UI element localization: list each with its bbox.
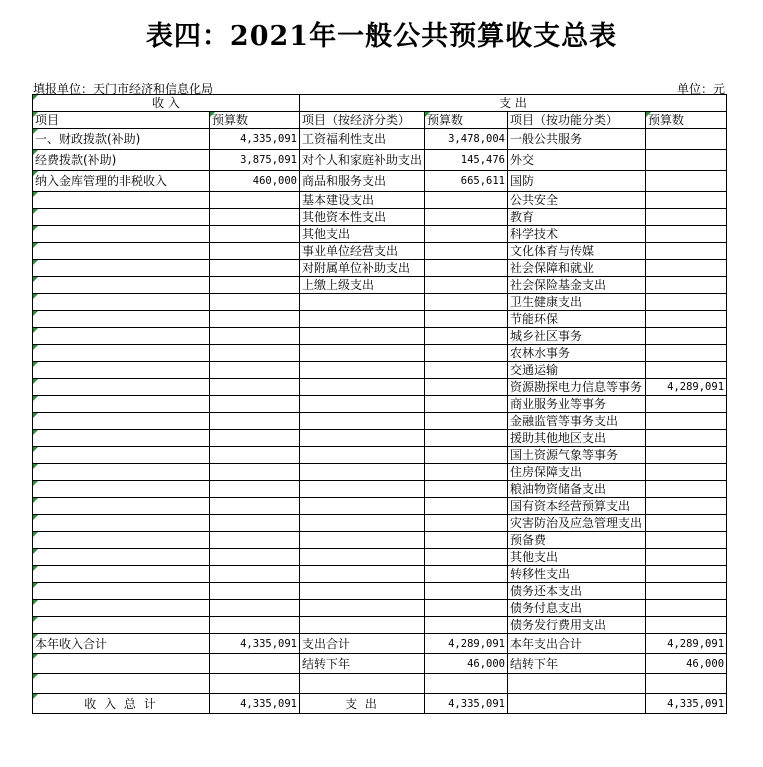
summary-func-item <box>508 694 646 714</box>
table-row <box>33 243 727 260</box>
econ-value-cell <box>425 481 508 498</box>
econ-value-cell: 665,611 <box>425 171 508 192</box>
econ-item-cell: 其他资本性支出 <box>300 209 425 226</box>
reporting-unit-prefix: 填报单位： <box>33 82 94 96</box>
func-value-cell <box>646 566 727 583</box>
summary-econ-item: 支 出 <box>300 694 425 714</box>
econ-item-cell <box>300 498 425 515</box>
income-value-cell <box>210 447 300 464</box>
income-value-cell <box>210 549 300 566</box>
econ-value-cell <box>425 532 508 549</box>
econ-value-cell <box>425 260 508 277</box>
func-value-cell <box>646 243 727 260</box>
expense-header: 支 出 <box>300 95 727 112</box>
econ-value-cell <box>425 311 508 328</box>
income-item-cell <box>33 396 210 413</box>
func-value-cell <box>646 430 727 447</box>
income-item-cell: 一、财政拨款(补助) <box>33 129 210 150</box>
table-summary <box>33 634 727 714</box>
table-row <box>33 498 727 515</box>
func-value-cell <box>646 498 727 515</box>
summary-func-value <box>646 674 727 694</box>
func-item-cell: 债务付息支出 <box>508 600 646 617</box>
econ-item-cell <box>300 617 425 634</box>
income-value-cell <box>210 617 300 634</box>
func-item-cell: 节能环保 <box>508 311 646 328</box>
summary-row <box>33 694 727 714</box>
econ-item-cell <box>300 447 425 464</box>
econ-item-cell <box>300 515 425 532</box>
income-value-cell <box>210 362 300 379</box>
econ-item-cell <box>300 396 425 413</box>
econ-value-cell: 145,476 <box>425 150 508 171</box>
table-row <box>33 328 727 345</box>
func-item-cell: 灾害防治及应急管理支出 <box>508 515 646 532</box>
income-value-cell <box>210 226 300 243</box>
table-row <box>33 277 727 294</box>
econ-value-cell <box>425 447 508 464</box>
col-func-item: 项目（按功能分类） <box>508 112 646 129</box>
func-value-cell <box>646 413 727 430</box>
econ-value-cell <box>425 243 508 260</box>
income-value-cell <box>210 192 300 209</box>
table-row <box>33 362 727 379</box>
econ-value-cell <box>425 209 508 226</box>
income-value-cell <box>210 328 300 345</box>
table-row <box>33 481 727 498</box>
income-item-cell <box>33 328 210 345</box>
econ-item-cell <box>300 311 425 328</box>
summary-econ-item: 结转下年 <box>300 654 425 674</box>
func-item-cell: 社会保障和就业 <box>508 260 646 277</box>
func-value-cell <box>646 447 727 464</box>
summary-econ-item: 支出合计 <box>300 634 425 654</box>
summary-row <box>33 654 727 674</box>
table-row <box>33 129 727 150</box>
table-row <box>33 464 727 481</box>
income-item-cell <box>33 311 210 328</box>
func-value-cell: 4,289,091 <box>646 379 727 396</box>
func-item-cell: 金融监管等事务支出 <box>508 413 646 430</box>
table-row <box>33 617 727 634</box>
econ-value-cell <box>425 362 508 379</box>
func-item-cell: 国防 <box>508 171 646 192</box>
income-item-cell <box>33 515 210 532</box>
table-row <box>33 345 727 362</box>
func-item-cell: 债务发行费用支出 <box>508 617 646 634</box>
income-item-cell <box>33 277 210 294</box>
income-item-cell <box>33 617 210 634</box>
summary-func-item <box>508 674 646 694</box>
econ-value-cell <box>425 430 508 447</box>
table-row <box>33 379 727 396</box>
func-value-cell <box>646 583 727 600</box>
econ-item-cell <box>300 430 425 447</box>
income-item-cell <box>33 532 210 549</box>
func-value-cell <box>646 226 727 243</box>
func-value-cell <box>646 171 727 192</box>
econ-value-cell <box>425 192 508 209</box>
func-value-cell <box>646 311 727 328</box>
table-row <box>33 600 727 617</box>
econ-value-cell <box>425 345 508 362</box>
func-value-cell <box>646 515 727 532</box>
summary-row <box>33 634 727 654</box>
table-row <box>33 294 727 311</box>
income-item-cell <box>33 362 210 379</box>
func-value-cell <box>646 129 727 150</box>
income-value-cell <box>210 209 300 226</box>
func-item-cell: 公共安全 <box>508 192 646 209</box>
func-value-cell <box>646 260 727 277</box>
income-value-cell <box>210 311 300 328</box>
func-item-cell: 一般公共服务 <box>508 129 646 150</box>
table-row <box>33 311 727 328</box>
table-row <box>33 549 727 566</box>
income-value-cell <box>210 566 300 583</box>
econ-value-cell <box>425 277 508 294</box>
func-item-cell: 教育 <box>508 209 646 226</box>
budget-table <box>32 94 727 714</box>
table-row <box>33 260 727 277</box>
econ-item-cell <box>300 464 425 481</box>
income-item-cell <box>33 294 210 311</box>
econ-item-cell <box>300 481 425 498</box>
econ-item-cell <box>300 600 425 617</box>
table-row <box>33 566 727 583</box>
income-value-cell <box>210 583 300 600</box>
header-column-row <box>33 112 727 129</box>
econ-value-cell <box>425 498 508 515</box>
econ-value-cell <box>425 328 508 345</box>
income-value-cell <box>210 464 300 481</box>
table-row <box>33 171 727 192</box>
table-row <box>33 413 727 430</box>
econ-value-cell: 3,478,004 <box>425 129 508 150</box>
income-value-cell <box>210 515 300 532</box>
currency-unit: 单位：元 <box>676 82 725 96</box>
econ-item-cell <box>300 294 425 311</box>
table-row <box>33 515 727 532</box>
summary-econ-item <box>300 674 425 694</box>
func-value-cell <box>646 481 727 498</box>
income-value-cell <box>210 379 300 396</box>
income-item-cell <box>33 430 210 447</box>
econ-item-cell <box>300 379 425 396</box>
func-item-cell: 城乡社区事务 <box>508 328 646 345</box>
table-row <box>33 430 727 447</box>
econ-item-cell: 其他支出 <box>300 226 425 243</box>
func-item-cell: 商业服务业等事务 <box>508 396 646 413</box>
econ-value-cell <box>425 583 508 600</box>
econ-item-cell: 上缴上级支出 <box>300 277 425 294</box>
econ-value-cell <box>425 379 508 396</box>
income-item-cell <box>33 464 210 481</box>
income-item-cell <box>33 192 210 209</box>
func-item-cell: 预备费 <box>508 532 646 549</box>
income-item-cell <box>33 345 210 362</box>
income-value-cell <box>210 277 300 294</box>
col-econ-item: 项目（按经济分类） <box>300 112 425 129</box>
summary-econ-value <box>425 674 508 694</box>
income-value-cell <box>210 345 300 362</box>
func-value-cell <box>646 396 727 413</box>
summary-income-value: 4,335,091 <box>210 634 300 654</box>
func-value-cell <box>646 277 727 294</box>
col-income-budget: 预算数 <box>210 112 300 129</box>
func-item-cell: 援助其他地区支出 <box>508 430 646 447</box>
func-value-cell <box>646 617 727 634</box>
func-item-cell: 资源勘探电力信息等事务 <box>508 379 646 396</box>
econ-item-cell: 事业单位经营支出 <box>300 243 425 260</box>
econ-value-cell <box>425 226 508 243</box>
econ-item-cell <box>300 566 425 583</box>
func-item-cell: 外交 <box>508 150 646 171</box>
summary-func-value: 4,289,091 <box>646 634 727 654</box>
income-item-cell <box>33 600 210 617</box>
econ-item-cell <box>300 328 425 345</box>
func-item-cell: 住房保障支出 <box>508 464 646 481</box>
table-row <box>33 192 727 209</box>
func-item-cell: 卫生健康支出 <box>508 294 646 311</box>
econ-item-cell <box>300 532 425 549</box>
econ-value-cell <box>425 549 508 566</box>
income-item-cell <box>33 243 210 260</box>
func-item-cell: 农林水事务 <box>508 345 646 362</box>
econ-item-cell: 商品和服务支出 <box>300 171 425 192</box>
col-income-item: 项目 <box>33 112 210 129</box>
func-item-cell: 转移性支出 <box>508 566 646 583</box>
func-item-cell: 国有资本经营预算支出 <box>508 498 646 515</box>
income-value-cell: 460,000 <box>210 171 300 192</box>
table-row <box>33 583 727 600</box>
income-value-cell <box>210 260 300 277</box>
col-func-budget: 预算数 <box>646 112 727 129</box>
summary-func-value: 4,335,091 <box>646 694 727 714</box>
func-value-cell <box>646 328 727 345</box>
econ-item-cell <box>300 362 425 379</box>
func-item-cell: 债务还本支出 <box>508 583 646 600</box>
func-item-cell: 交通运输 <box>508 362 646 379</box>
table-row <box>33 532 727 549</box>
func-value-cell <box>646 532 727 549</box>
income-item-cell <box>33 583 210 600</box>
econ-value-cell <box>425 413 508 430</box>
econ-item-cell: 对附属单位补助支出 <box>300 260 425 277</box>
table-row <box>33 226 727 243</box>
econ-value-cell <box>425 464 508 481</box>
func-item-cell: 粮油物资储备支出 <box>508 481 646 498</box>
table-row <box>33 209 727 226</box>
summary-income-item <box>33 674 210 694</box>
income-value-cell <box>210 430 300 447</box>
income-header: 收 入 <box>33 95 300 112</box>
income-item-cell <box>33 549 210 566</box>
income-value-cell <box>210 396 300 413</box>
income-value-cell <box>210 294 300 311</box>
income-item-cell <box>33 413 210 430</box>
summary-func-value: 46,000 <box>646 654 727 674</box>
summary-income-value: 4,335,091 <box>210 694 300 714</box>
func-value-cell <box>646 192 727 209</box>
econ-value-cell <box>425 515 508 532</box>
summary-econ-value: 4,289,091 <box>425 634 508 654</box>
func-value-cell <box>646 362 727 379</box>
header-section-row <box>33 95 727 112</box>
income-item-cell <box>33 260 210 277</box>
income-value-cell <box>210 600 300 617</box>
summary-func-item: 本年支出合计 <box>508 634 646 654</box>
func-item-cell: 国土资源气象等事务 <box>508 447 646 464</box>
income-value-cell <box>210 532 300 549</box>
table-row <box>33 150 727 171</box>
func-value-cell <box>646 549 727 566</box>
econ-item-cell: 工资福利性支出 <box>300 129 425 150</box>
func-value-cell <box>646 294 727 311</box>
income-value-cell <box>210 413 300 430</box>
income-value-cell <box>210 498 300 515</box>
summary-econ-value: 46,000 <box>425 654 508 674</box>
econ-item-cell: 基本建设支出 <box>300 192 425 209</box>
income-item-cell <box>33 379 210 396</box>
econ-item-cell <box>300 583 425 600</box>
econ-value-cell <box>425 396 508 413</box>
econ-item-cell: 对个人和家庭补助支出 <box>300 150 425 171</box>
income-item-cell <box>33 226 210 243</box>
summary-econ-value: 4,335,091 <box>425 694 508 714</box>
income-value-cell: 4,335,091 <box>210 129 300 150</box>
income-value-cell: 3,875,091 <box>210 150 300 171</box>
table-row <box>33 396 727 413</box>
summary-func-item: 结转下年 <box>508 654 646 674</box>
income-item-cell <box>33 481 210 498</box>
func-value-cell <box>646 600 727 617</box>
summary-income-item: 收 入 总 计 <box>33 694 210 714</box>
econ-item-cell <box>300 345 425 362</box>
func-value-cell <box>646 209 727 226</box>
func-item-cell: 社会保险基金支出 <box>508 277 646 294</box>
func-item-cell: 文化体育与传媒 <box>508 243 646 260</box>
summary-income-item: 本年收入合计 <box>33 634 210 654</box>
income-item-cell <box>33 209 210 226</box>
econ-value-cell <box>425 617 508 634</box>
econ-item-cell <box>300 413 425 430</box>
summary-income-item <box>33 654 210 674</box>
econ-value-cell <box>425 294 508 311</box>
func-item-cell: 其他支出 <box>508 549 646 566</box>
income-item-cell: 纳入金库管理的非税收入 <box>33 171 210 192</box>
income-item-cell: 经费拨款(补助) <box>33 150 210 171</box>
func-value-cell <box>646 464 727 481</box>
income-item-cell <box>33 498 210 515</box>
summary-income-value <box>210 654 300 674</box>
col-econ-budget: 预算数 <box>425 112 508 129</box>
page-title: 表四：2021年一般公共预算收支总表 <box>145 21 618 52</box>
income-value-cell <box>210 481 300 498</box>
econ-value-cell <box>425 600 508 617</box>
income-value-cell <box>210 243 300 260</box>
income-item-cell <box>33 566 210 583</box>
table-body <box>33 129 727 634</box>
summary-row <box>33 674 727 694</box>
func-value-cell <box>646 345 727 362</box>
econ-item-cell <box>300 549 425 566</box>
func-value-cell <box>646 150 727 171</box>
func-item-cell: 科学技术 <box>508 226 646 243</box>
econ-value-cell <box>425 566 508 583</box>
income-item-cell <box>33 447 210 464</box>
table-row <box>33 447 727 464</box>
summary-income-value <box>210 674 300 694</box>
reporting-unit-name: 天门市经济和信息化局 <box>93 82 214 96</box>
